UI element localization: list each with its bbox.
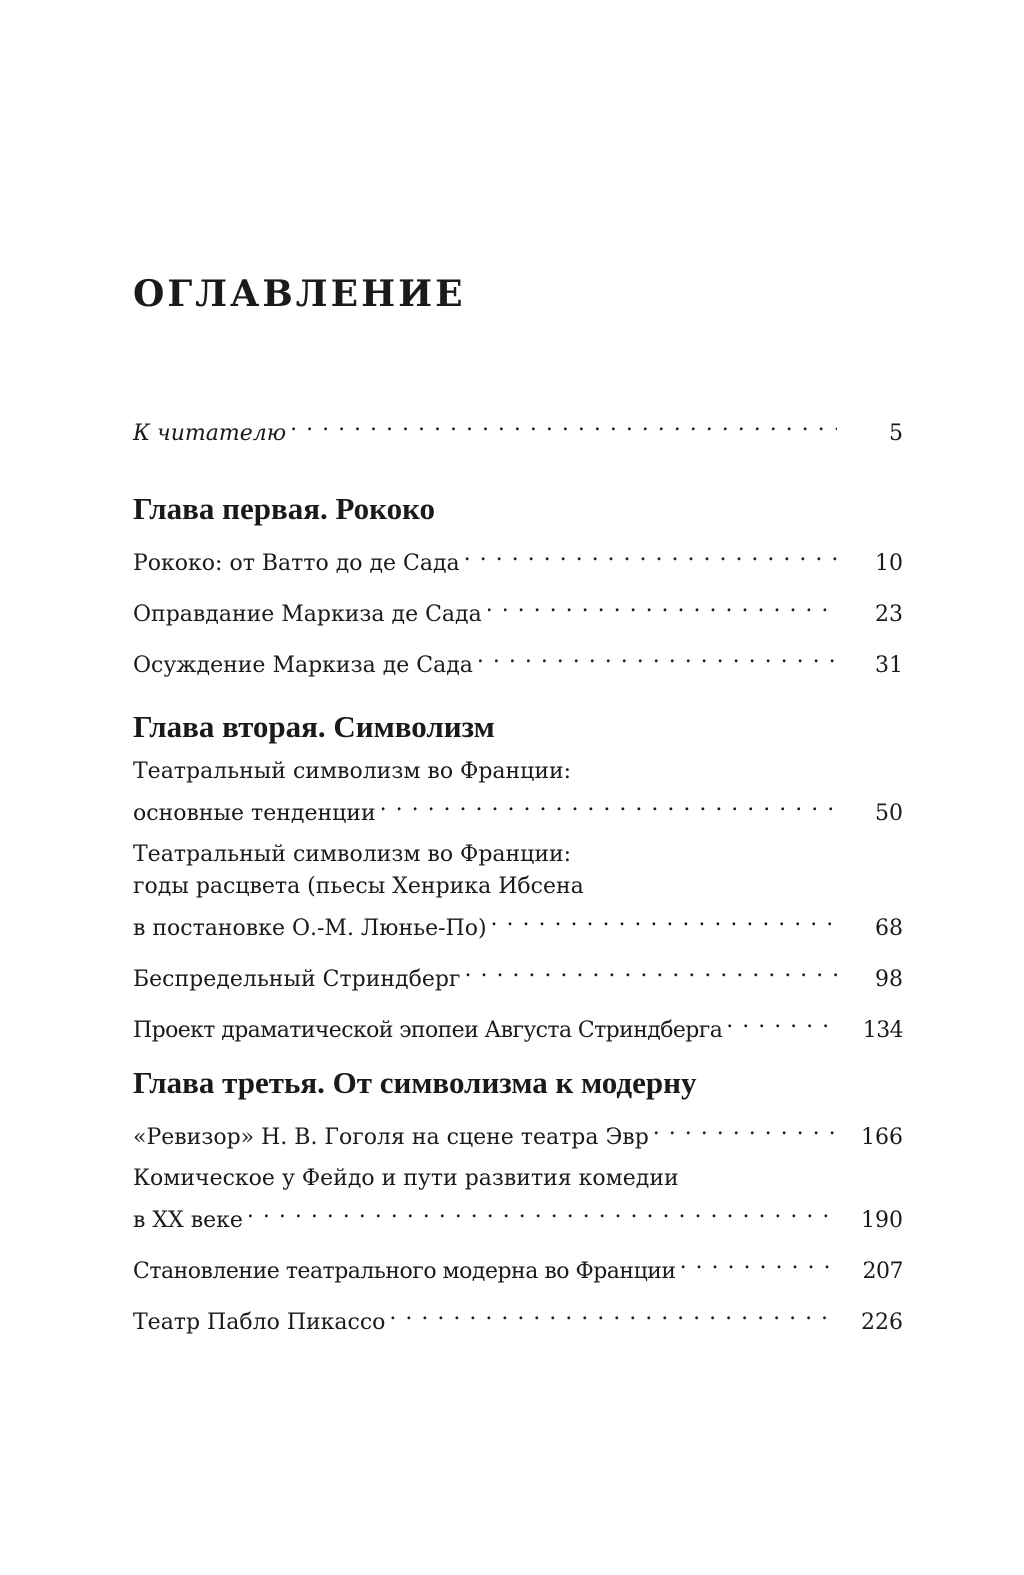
toc-entry[interactable]	[133, 538, 903, 580]
toc-entry-title: Рококо: от Ватто до де Сада	[133, 551, 460, 576]
dot-leader	[389, 1297, 837, 1329]
toc-entry-title: Беспредельный Стриндберг	[133, 967, 461, 992]
toc-entry-title-line: в постановке О.-М. Люнье-По)	[133, 916, 487, 941]
toc-entry-title: Проект драматической эпопеи Августа Стриндберга	[133, 1018, 723, 1043]
toc-page-number: 68	[875, 916, 903, 941]
toc-page-number: 190	[861, 1208, 903, 1233]
toc-entry-title-line: в XX веке	[133, 1208, 243, 1233]
toc-entry-title-line: Театральный символизм во Франции:	[133, 759, 572, 784]
chapter-title: Глава первая. Рококо	[133, 491, 436, 526]
toc-entry-title: К читателю	[133, 421, 287, 446]
dot-leader	[380, 788, 837, 820]
toc-intro-entry[interactable]	[133, 408, 903, 450]
dot-leader	[477, 640, 837, 672]
toc-page-number: 10	[875, 551, 903, 576]
toc-entry[interactable]	[133, 589, 903, 631]
dot-leader	[464, 954, 837, 986]
dot-leader	[491, 903, 837, 935]
toc-entry-title-line: годы расцвета (пьесы Хенрика Ибсена	[133, 874, 584, 899]
toc-page-number: 98	[875, 967, 903, 992]
dot-leader	[290, 408, 837, 440]
toc-entry[interactable]	[133, 954, 903, 996]
chapter-title: Глава вторая. Символизм	[133, 709, 495, 744]
toc-entry-title: Театр Пабло Пикассо	[133, 1310, 386, 1335]
toc-entry[interactable]	[133, 839, 903, 945]
toc-entry[interactable]	[133, 1246, 903, 1288]
toc-page-number: 50	[875, 801, 903, 826]
dot-leader	[464, 538, 837, 570]
toc-page-number: 31	[875, 653, 903, 678]
toc-entry-title-line: основные тенденции	[133, 801, 376, 826]
dot-leader	[486, 589, 837, 621]
toc-page-number: 166	[861, 1125, 903, 1150]
toc-page-number: 134	[862, 1018, 903, 1043]
chapter-3	[133, 1066, 903, 1339]
dot-leader	[726, 1005, 837, 1037]
toc-page	[133, 0, 903, 1575]
chapter-2	[133, 710, 903, 1047]
toc-entry-title: Осуждение Маркиза де Сада	[133, 653, 473, 678]
toc-entry-title: Становление театрального модерна во Франции	[133, 1259, 676, 1284]
toc-entry-title: «Ревизор» Н. В. Гоголя на сцене театра Эвр	[133, 1125, 649, 1150]
dot-leader	[653, 1112, 837, 1144]
toc-entry-title-line: Театральный символизм во Франции:	[133, 842, 572, 867]
toc-page-number: 5	[889, 421, 903, 446]
toc-entry[interactable]	[133, 1163, 903, 1237]
toc-entry-title-line: Комическое у Фейдо и пути развития комедии	[133, 1166, 679, 1191]
dot-leader	[680, 1246, 837, 1278]
toc-title: ОГЛАВЛЕНИЕ	[133, 273, 466, 315]
toc-entry[interactable]	[133, 756, 903, 830]
dot-leader	[247, 1195, 837, 1227]
chapter-title: Глава третья. От символизма к модерну	[133, 1065, 697, 1100]
toc-entry-title: Оправдание Маркиза де Сада	[133, 602, 482, 627]
toc-page-number: 23	[875, 602, 903, 627]
toc-entry[interactable]	[133, 1005, 903, 1047]
toc-entry[interactable]	[133, 640, 903, 682]
toc-page-number: 207	[862, 1259, 903, 1284]
toc-entry[interactable]	[133, 1112, 903, 1154]
toc-entry[interactable]	[133, 1297, 903, 1339]
toc-page-number: 226	[861, 1310, 903, 1335]
chapter-1	[133, 492, 903, 682]
